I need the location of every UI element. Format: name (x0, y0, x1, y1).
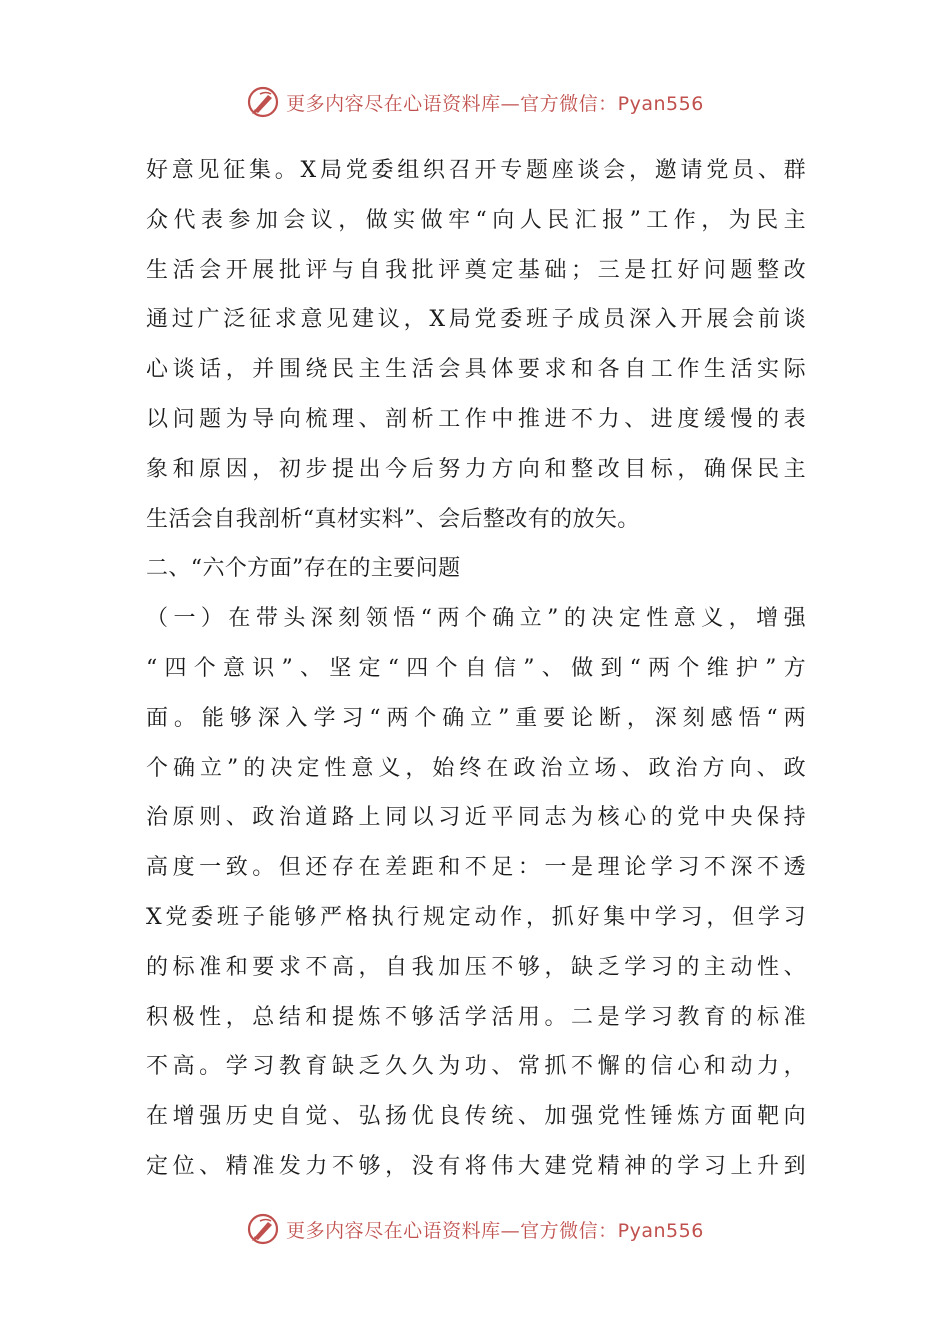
text-line: 生活会自我剖析“真材实料”、会后整改有的放矢。 (146, 506, 640, 532)
wechat-id: Pyan556 (617, 1219, 704, 1242)
header-watermark-banner (0, 82, 950, 122)
text-line: X党委班子能够严格执行规定动作，抓好集中学习，但学习 (146, 904, 806, 930)
text-line: “四个意识”、坚定“四个自信”、做到“两个维护”方 (146, 655, 806, 681)
text-line: 定位、精准发力不够，没有将伟大建党精神的学习上升到 (146, 1153, 806, 1179)
text-line: 个确立”的决定性意义，始终在政治立场、政治方向、政 (146, 755, 806, 781)
text-line: 好意见征集。X局党委组织召开专题座谈会，邀请党员、群 (146, 158, 806, 183)
text-line: 治原则、政治道路上同以习近平同志为核心的党中央保持 (146, 805, 806, 831)
banner-label: 更多内容尽在心语资料库—官方微信： (286, 1219, 618, 1242)
document-body (146, 146, 806, 1192)
text-line: 通过广泛征求意见建议，X局党委班子成员深入开展会前谈 (146, 307, 806, 333)
text-line: 以问题为导向梳理、剖析工作中推进不力、进度缓慢的表 (146, 406, 806, 432)
pen-logo-icon (246, 1212, 280, 1246)
text-line: 的标准和要求不高，自我加压不够，缺乏学习的主动性、 (146, 954, 806, 980)
text-line: （一）在带头深刻领悟“两个确立”的决定性意义，增强 (146, 606, 806, 632)
banner-text (286, 89, 704, 116)
text-line: 生活会开展批评与自我批评奠定基础；三是扛好问题整改 (146, 257, 806, 283)
footer-watermark-banner (0, 1209, 950, 1249)
text-line: 在增强历史自觉、弘扬优良传统、加强党性锤炼方面靶向 (146, 1104, 806, 1130)
banner-text (286, 1216, 704, 1243)
text-line: 高度一致。但还存在差距和不足：一是理论学习不深不透 (146, 855, 806, 881)
banner-label: 更多内容尽在心语资料库—官方微信： (286, 92, 618, 115)
text-line: 不高。学习教育缺乏久久为功、常抓不懈的信心和动力， (146, 1054, 806, 1080)
wechat-id: Pyan556 (617, 92, 704, 115)
section-heading: 二、“六个方面”存在的主要问题 (146, 556, 461, 582)
text-line: 面。能够深入学习“两个确立”重要论断，深刻感悟“两 (146, 705, 806, 731)
pen-logo-icon (246, 85, 280, 119)
text-line: 众代表参加会议，做实做牢“向人民汇报”工作，为民主 (146, 207, 806, 233)
text-line: 心谈话，并围绕民主生活会具体要求和各自工作生活实际 (146, 357, 806, 383)
text-line: 积极性，总结和提炼不够活学活用。二是学习教育的标准 (146, 1004, 806, 1030)
text-line: 象和原因，初步提出今后努力方向和整改目标，确保民主 (146, 456, 806, 482)
